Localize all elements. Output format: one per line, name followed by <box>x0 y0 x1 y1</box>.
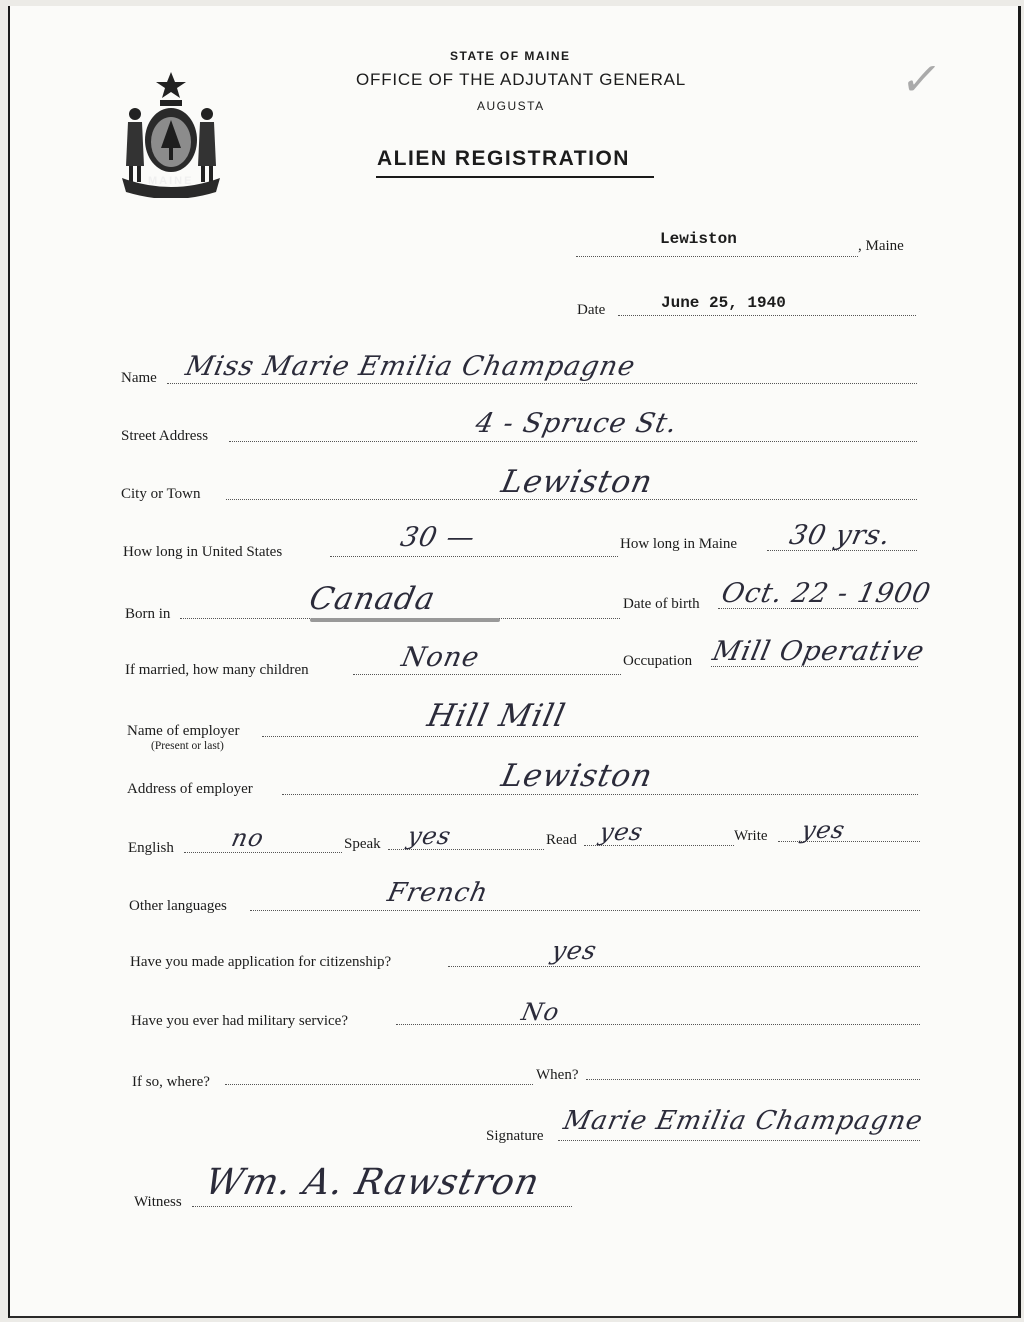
seal-banner-text: MAINE <box>148 175 194 187</box>
city-value: Lewiston <box>498 464 657 500</box>
date-value: June 25, 1940 <box>661 294 786 312</box>
other-languages-line <box>250 910 920 911</box>
office-heading: OFFICE OF THE ADJUTANT GENERAL <box>356 70 687 89</box>
title-underline <box>376 176 654 178</box>
occupation-value: Mill Operative <box>709 636 928 667</box>
children-line <box>353 674 621 675</box>
read-value: yes <box>597 818 647 846</box>
speak-label: Speak <box>344 836 381 852</box>
signature-line <box>558 1140 920 1141</box>
dob-label: Date of birth <box>623 596 700 612</box>
us-years-line <box>330 556 618 557</box>
employer-address-value: Lewiston <box>498 758 657 794</box>
us-years-value: 30 — <box>397 522 479 553</box>
witness-label: Witness <box>134 1194 182 1210</box>
maine-suffix: , Maine <box>858 238 904 254</box>
street-label: Street Address <box>121 428 209 444</box>
citizenship-line <box>448 966 920 967</box>
town-line <box>576 256 858 257</box>
city-heading: AUGUSTA <box>477 99 545 113</box>
where-label: If so, where? <box>132 1074 210 1090</box>
city-label: City or Town <box>121 486 201 502</box>
born-in-underline <box>310 618 500 622</box>
name-line <box>167 383 917 384</box>
employer-address-label: Address of employer <box>127 781 253 797</box>
when-label: When? <box>536 1067 579 1083</box>
maine-years-value: 30 yrs. <box>786 520 894 551</box>
english-line <box>184 852 342 853</box>
when-line <box>586 1079 920 1080</box>
military-line <box>396 1024 920 1025</box>
signature-value: Marie Emilia Champagne <box>560 1106 926 1136</box>
born-in-value: Canada <box>306 581 439 617</box>
dob-value: Oct. 22 - 1900 <box>718 578 934 609</box>
date-label: Date <box>577 302 606 318</box>
state-heading: STATE OF MAINE <box>450 49 571 63</box>
where-line <box>225 1084 533 1085</box>
registration-form <box>8 6 1021 1318</box>
witness-line <box>192 1206 572 1207</box>
employer-line <box>262 736 918 737</box>
employer-label: Name of employer <box>127 723 240 739</box>
citizenship-label: Have you made application for citizenship? <box>130 954 392 970</box>
read-label: Read <box>546 832 577 848</box>
check-mark-icon: ✓ <box>897 54 945 105</box>
children-label: If married, how many children <box>125 662 309 678</box>
write-value: yes <box>799 816 849 844</box>
street-line <box>229 441 917 442</box>
street-value: 4 - Spruce St. <box>472 408 681 439</box>
other-languages-label: Other languages <box>129 898 227 914</box>
name-label: Name <box>121 370 157 386</box>
write-label: Write <box>734 828 768 844</box>
maine-years-label: How long in Maine <box>620 536 738 552</box>
children-value: None <box>398 642 483 673</box>
employer-value: Hill Mill <box>424 698 569 734</box>
other-languages-value: French <box>384 878 492 908</box>
employer-sublabel: (Present or last) <box>151 740 224 752</box>
occupation-label: Occupation <box>623 653 693 669</box>
witness-value: Wm. A. Rawstron <box>201 1162 544 1203</box>
date-line <box>618 315 916 316</box>
maine-seal-icon <box>118 70 224 198</box>
speak-value: yes <box>405 822 455 850</box>
us-years-label: How long in United States <box>123 544 283 560</box>
english-value: no <box>229 824 267 852</box>
citizenship-value: yes <box>548 936 600 965</box>
town-value: Lewiston <box>660 230 737 248</box>
military-label: Have you ever had military service? <box>131 1013 348 1029</box>
born-in-label: Born in <box>125 606 171 622</box>
form-title: ALIEN REGISTRATION <box>377 147 630 170</box>
name-value: Miss Marie Emilia Champagne <box>182 351 639 382</box>
english-label: English <box>128 840 174 856</box>
signature-label: Signature <box>486 1128 544 1144</box>
military-value: No <box>519 998 563 1026</box>
employer-address-line <box>282 794 918 795</box>
